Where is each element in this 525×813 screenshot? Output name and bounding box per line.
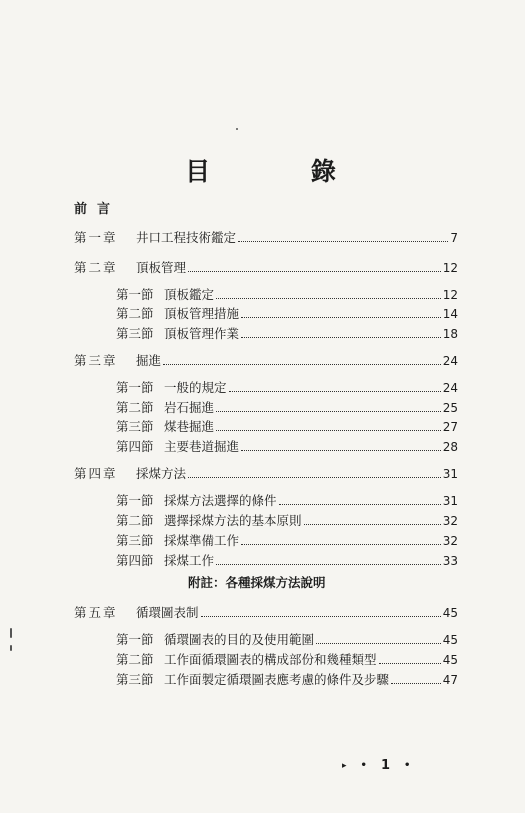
toc-entry-label: 第三節 [116, 326, 154, 341]
toc-page-number: 47 [442, 673, 458, 687]
toc-page-number: 18 [442, 327, 458, 341]
dot-leader [379, 663, 441, 664]
dot-leader [216, 298, 441, 299]
toc-entry-label: 第三章 [74, 353, 118, 368]
toc-entry-title: 掘進 [136, 353, 162, 368]
toc-page-number: 12 [442, 261, 458, 275]
toc-section-row [116, 533, 458, 549]
footer-bullet-icon: • [403, 760, 411, 771]
footer-arrow-icon: ▸ [342, 760, 347, 771]
toc-entry-label: 第一節 [116, 493, 154, 508]
dot-leader [216, 564, 441, 565]
toc-entry-label: 第一節 [116, 632, 154, 647]
toc-page-number: 33 [442, 554, 458, 568]
dot-leader [241, 317, 441, 318]
toc-page-number: 45 [442, 633, 458, 647]
toc-entry-title: 煤巷掘進 [164, 419, 215, 434]
dot-leader [238, 241, 448, 242]
toc-page-number: 7 [450, 231, 458, 245]
toc-section-row [116, 287, 458, 303]
page-number: 1 [380, 758, 390, 773]
toc-section-row [116, 306, 458, 322]
appendix-note: 附註：各種採煤方法說明 [188, 575, 326, 590]
toc-section-row [116, 493, 458, 509]
toc-entry-title: 循環圖表的目的及使用範圍 [164, 632, 315, 647]
toc-entry-label: 第四節 [116, 553, 154, 568]
toc-page-number: 14 [442, 307, 458, 321]
toc-entry-title: 頂板管理措施 [164, 306, 240, 321]
toc-page-number: 24 [442, 381, 458, 395]
toc-section-row [116, 439, 458, 455]
toc-entry-title: 採煤工作 [164, 553, 215, 568]
toc-entry-title: 頂板管理 [136, 260, 187, 275]
toc-section-row [116, 326, 458, 342]
toc-entry-title: 一般的規定 [164, 380, 227, 395]
toc-section-row [116, 672, 458, 688]
toc-entry-title: 岩石掘進 [164, 400, 215, 415]
dot-leader [241, 337, 441, 338]
toc-section-row [116, 380, 458, 396]
toc-section-row [116, 652, 458, 668]
toc-entry-label: 第一章 [74, 230, 118, 245]
toc-entry-title: 工作面循環圖表的構成部份和幾種類型 [164, 652, 377, 667]
toc-entry-title: 採煤方法 [136, 466, 187, 481]
toc-page-number: 31 [442, 494, 458, 508]
toc-entry-label: 第四章 [74, 466, 118, 481]
toc-entry-title: 選擇採煤方法的基本原則 [164, 513, 302, 528]
print-speck [10, 628, 12, 638]
toc-page-number: 45 [442, 653, 458, 667]
toc-section-row [116, 419, 458, 435]
toc-entry-label: 第四節 [116, 439, 154, 454]
dot-leader [241, 450, 441, 451]
toc-entry-title: 採煤方法選擇的條件 [164, 493, 277, 508]
dot-leader [279, 504, 441, 505]
toc-chapter-row [74, 605, 458, 621]
toc-section-row [116, 400, 458, 416]
toc-entry-label: 第五章 [74, 605, 118, 620]
page-footer [342, 758, 410, 773]
toc-entry-title: 主要巷道掘進 [164, 439, 240, 454]
toc-section-row [116, 632, 458, 648]
toc-entry-label: 第二節 [116, 306, 154, 321]
toc-page-number: 25 [442, 401, 458, 415]
toc-entry-label: 第一節 [116, 287, 154, 302]
toc-section-row [116, 513, 458, 529]
toc-entry-title: 井口工程技術鑑定 [136, 230, 237, 245]
toc-chapter-row [74, 230, 458, 246]
toc-entry-label: 第二節 [116, 652, 154, 667]
toc-page-number: 45 [442, 606, 458, 620]
dot-leader [229, 391, 441, 392]
print-speck [10, 645, 12, 651]
toc-entry-label: 第三節 [116, 419, 154, 434]
toc-entry-title: 採煤準備工作 [164, 533, 240, 548]
dot-leader [188, 477, 441, 478]
toc-entry-label: 第一節 [116, 380, 154, 395]
toc-page-number: 27 [442, 420, 458, 434]
toc-page-number: 24 [442, 354, 458, 368]
dot-leader [201, 616, 441, 617]
dot-leader [216, 411, 441, 412]
toc-page-number: 32 [442, 514, 458, 528]
footer-bullet-icon: • [360, 760, 367, 771]
toc-entry-title: 頂板鑑定 [164, 287, 215, 302]
dot-leader [241, 544, 441, 545]
page-title: 目 錄 [185, 157, 382, 186]
toc-chapter-row [74, 466, 458, 482]
dot-leader [304, 524, 441, 525]
preface-heading: 前言 [74, 202, 121, 217]
toc-page-number: 28 [442, 440, 458, 454]
dot-leader [216, 430, 441, 431]
toc-page-number: 31 [442, 467, 458, 481]
toc-chapter-row [74, 353, 458, 369]
toc-entry-label: 第二節 [116, 513, 154, 528]
toc-page-number: 32 [442, 534, 458, 548]
dot-leader [188, 271, 441, 272]
dot-leader [391, 683, 441, 684]
toc-entry-title: 頂板管理作業 [164, 326, 240, 341]
toc-entry-label: 第二章 [74, 260, 118, 275]
dot-leader [316, 643, 441, 644]
toc-entry-label: 第二節 [116, 400, 154, 415]
toc-chapter-row [74, 260, 458, 276]
toc-entry-label: 第三節 [116, 533, 154, 548]
dot-leader [163, 364, 441, 365]
toc-page-number: 12 [442, 288, 458, 302]
print-speck [236, 128, 238, 130]
toc-entry-title: 工作面製定循環圖表應考慮的條件及步驟 [164, 672, 390, 687]
toc-section-row [116, 553, 458, 569]
toc-entry-title: 循環圖表制 [136, 605, 199, 620]
toc-entry-label: 第三節 [116, 672, 154, 687]
